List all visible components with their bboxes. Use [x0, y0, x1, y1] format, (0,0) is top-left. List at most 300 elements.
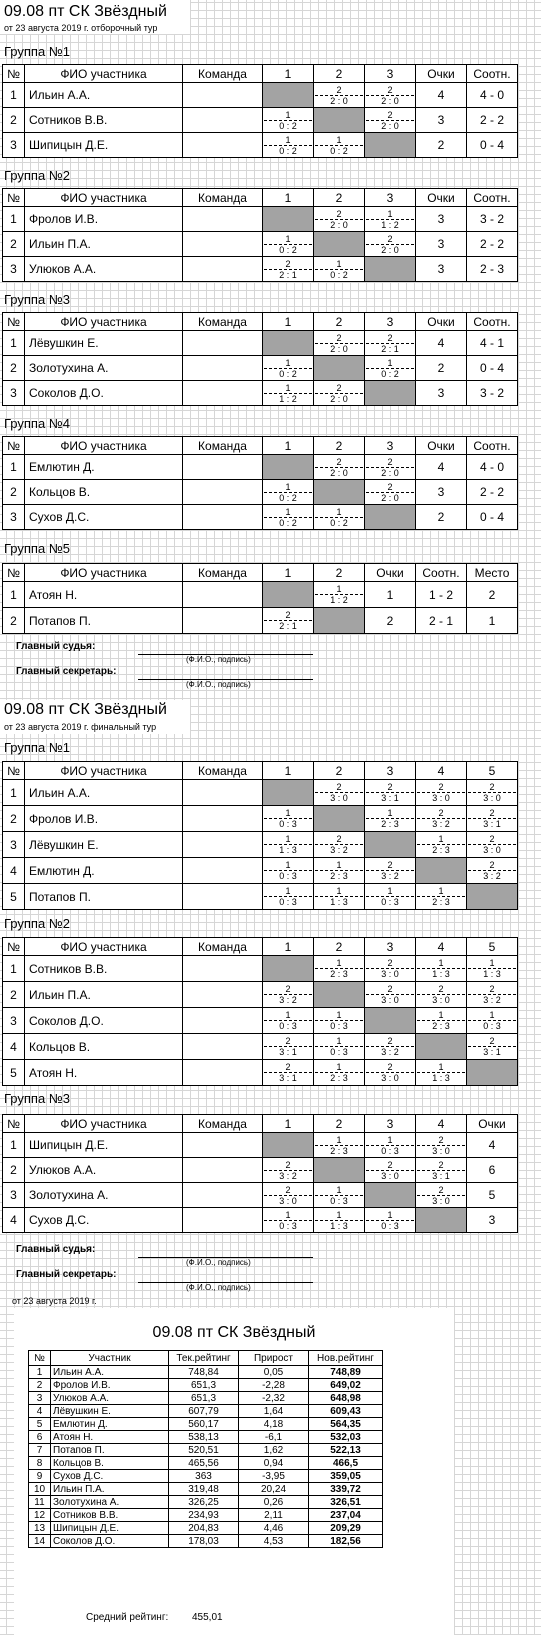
participant-name: Лёвушкин Е. — [25, 832, 183, 858]
new-rating: 532,03 — [309, 1431, 383, 1444]
match-points: 1 — [438, 1062, 444, 1072]
match-score: 2 : 1 — [264, 620, 312, 631]
table-row — [3, 1008, 518, 1034]
match-points: 1 — [285, 808, 291, 818]
match-score: 3 : 0 — [417, 994, 465, 1005]
team-cell — [183, 207, 263, 232]
match-score: 0 : 3 — [264, 896, 312, 907]
match-score: 2 : 1 — [366, 343, 414, 354]
participant-number: 4 — [3, 1034, 25, 1060]
team-cell — [183, 832, 263, 858]
rank-cell: 14 — [29, 1535, 51, 1548]
match-score: 3 : 0 — [366, 1170, 414, 1181]
rating-date: от 23 августа 2019 г. — [12, 1296, 97, 1306]
match-points: 1 — [387, 208, 393, 219]
team-cell — [183, 1158, 263, 1183]
column-header: ФИО участника — [25, 437, 183, 455]
table-row — [29, 1457, 383, 1470]
column-header: 1 — [263, 313, 314, 331]
rank-cell: 10 — [29, 1483, 51, 1496]
match-score: 3 : 2 — [468, 994, 516, 1005]
participant-name: Сотников В.В. — [25, 956, 183, 982]
match-points: 2 — [285, 1159, 291, 1170]
match-result-cell — [314, 381, 365, 406]
column-header: 2 — [314, 437, 365, 455]
match-result-cell — [263, 257, 314, 282]
match-score: 2 : 0 — [315, 467, 363, 478]
judge-label: Главный судья: — [16, 641, 96, 652]
match-points: 2 — [387, 958, 393, 968]
group-title: Группа №5 — [4, 541, 70, 556]
column-header: 4 — [416, 762, 467, 780]
new-rating: 339,72 — [309, 1483, 383, 1496]
points-cell: 4 — [416, 331, 467, 356]
match-points: 2 — [438, 782, 444, 792]
participant-name: Сотников В.В. — [51, 1509, 169, 1522]
new-rating: 466,5 — [309, 1457, 383, 1470]
match-score: 0 : 2 — [315, 269, 363, 280]
diagonal-cell — [314, 608, 365, 634]
signature-hint: (Ф.И.О., подпись) — [186, 680, 251, 689]
column-header: № — [3, 189, 25, 207]
table-row — [3, 480, 518, 505]
match-score: 0 : 2 — [264, 492, 312, 503]
current-rating: 465,56 — [169, 1457, 239, 1470]
team-cell — [183, 381, 263, 406]
match-result-cell — [416, 956, 467, 982]
match-result-cell — [263, 1034, 314, 1060]
new-rating: 359,05 — [309, 1470, 383, 1483]
participant-name: Золотухина А. — [51, 1496, 169, 1509]
participant-number: 2 — [3, 806, 25, 832]
new-rating: 564,35 — [309, 1418, 383, 1431]
match-points: 2 — [336, 782, 342, 792]
participant-number: 1 — [3, 956, 25, 982]
match-result-cell — [263, 232, 314, 257]
table-row — [3, 1060, 518, 1086]
match-points: 2 — [336, 382, 342, 393]
table-row — [29, 1379, 383, 1392]
match-result-cell — [365, 1060, 416, 1086]
table-row — [29, 1444, 383, 1457]
participant-number: 1 — [3, 780, 25, 806]
team-cell — [183, 1208, 263, 1233]
participant-number: 4 — [3, 858, 25, 884]
column-header: Соотн. — [467, 189, 518, 207]
points-cell: 3 — [416, 232, 467, 257]
match-result-cell — [365, 1034, 416, 1060]
rating-title: 09.08 пт СК Звёздный — [152, 1324, 316, 1341]
column-header: № — [3, 1115, 25, 1133]
participant-name: Соколов Д.О. — [25, 1008, 183, 1034]
match-result-cell — [263, 108, 314, 133]
table-row — [29, 1496, 383, 1509]
match-score: 0 : 2 — [264, 368, 312, 379]
points-cell: 4 — [416, 455, 467, 480]
match-score: 3 : 1 — [417, 1170, 465, 1181]
match-result-cell — [365, 480, 416, 505]
diagonal-cell — [314, 982, 365, 1008]
match-points: 1 — [285, 1010, 291, 1020]
match-result-cell — [314, 1133, 365, 1158]
rating-change: 2,11 — [239, 1509, 309, 1522]
rank-cell: 9 — [29, 1470, 51, 1483]
match-result-cell — [263, 1158, 314, 1183]
diagonal-cell — [263, 331, 314, 356]
match-score: 0 : 2 — [264, 517, 312, 528]
match-points: 1 — [489, 1010, 495, 1020]
match-result-cell — [365, 207, 416, 232]
match-points: 1 — [438, 958, 444, 968]
new-rating: 522,13 — [309, 1444, 383, 1457]
column-header: 2 — [314, 1115, 365, 1133]
match-points: 2 — [489, 808, 495, 818]
match-score: 1 : 2 — [315, 594, 363, 605]
participant-name: Ильин А.А. — [51, 1366, 169, 1379]
match-points: 2 — [489, 782, 495, 792]
match-result-cell — [365, 884, 416, 910]
column-header: Очки — [416, 189, 467, 207]
participant-name: Улюков А.А. — [25, 1158, 183, 1183]
table-row — [29, 1509, 383, 1522]
participant-name: Фролов И.В. — [25, 806, 183, 832]
team-cell — [183, 356, 263, 381]
participant-name: Атоян Н. — [25, 1060, 183, 1086]
match-score: 1 : 3 — [264, 844, 312, 855]
ratio-cell: 4 - 1 — [467, 331, 518, 356]
match-result-cell — [263, 832, 314, 858]
points-cell: 2 — [416, 356, 467, 381]
diagonal-cell — [314, 806, 365, 832]
match-result-cell — [365, 232, 416, 257]
table-row — [29, 1522, 383, 1535]
ratio-cell: 2 - 3 — [467, 257, 518, 282]
match-result-cell — [263, 480, 314, 505]
match-points: 2 — [336, 834, 342, 844]
participant-number: 2 — [3, 232, 25, 257]
match-points: 2 — [336, 456, 342, 467]
rank-cell: 6 — [29, 1431, 51, 1444]
match-result-cell — [314, 133, 365, 158]
match-points: 2 — [387, 84, 393, 95]
participant-number: 5 — [3, 1060, 25, 1086]
match-score: 0 : 3 — [315, 1195, 363, 1206]
match-points: 1 — [387, 808, 393, 818]
group-table — [2, 64, 518, 158]
match-score: 3 : 1 — [264, 1072, 312, 1083]
match-score: 3 : 0 — [468, 844, 516, 855]
current-rating: 651,3 — [169, 1379, 239, 1392]
table-row — [3, 1034, 518, 1060]
match-result-cell — [314, 1008, 365, 1034]
column-header: 1 — [263, 762, 314, 780]
column-header: 1 — [263, 65, 314, 83]
participant-name: Улюков А.А. — [51, 1392, 169, 1405]
match-result-cell — [416, 982, 467, 1008]
match-points: 1 — [438, 1010, 444, 1020]
average-rating-value: 455,01 — [192, 1612, 223, 1623]
team-cell — [183, 505, 263, 530]
match-points: 1 — [336, 886, 342, 896]
average-rating-label: Средний рейтинг: — [86, 1612, 169, 1623]
match-points: 2 — [438, 808, 444, 818]
match-points: 1 — [336, 1062, 342, 1072]
group-table — [2, 1114, 518, 1233]
ratio-cell: 2 - 2 — [467, 480, 518, 505]
secretary-label: Главный секретарь: — [16, 1269, 117, 1280]
column-header: 2 — [314, 762, 365, 780]
rank-cell: 3 — [29, 1392, 51, 1405]
points-cell: 1 — [365, 582, 416, 608]
column-header: ФИО участника — [25, 938, 183, 956]
match-result-cell — [416, 1133, 467, 1158]
place-cell: 1 — [467, 608, 518, 634]
match-points: 1 — [285, 109, 291, 120]
ratio-cell: 1 - 2 — [416, 582, 467, 608]
column-header: Команда — [183, 313, 263, 331]
match-score: 1 : 3 — [468, 968, 516, 979]
match-result-cell — [314, 1060, 365, 1086]
points-cell: 6 — [467, 1158, 518, 1183]
participant-name: Емлютин Д. — [25, 858, 183, 884]
participant-name: Сухов Д.С. — [51, 1470, 169, 1483]
diagonal-cell — [467, 1060, 518, 1086]
rank-cell: 4 — [29, 1405, 51, 1418]
rating-panel — [14, 1308, 454, 1635]
table-row — [3, 780, 518, 806]
match-result-cell — [365, 956, 416, 982]
current-rating: 651,3 — [169, 1392, 239, 1405]
match-score: 3 : 2 — [468, 870, 516, 881]
group-title: Группа №2 — [4, 168, 70, 183]
match-score: 3 : 1 — [468, 818, 516, 829]
rank-cell: 13 — [29, 1522, 51, 1535]
match-points: 1 — [336, 134, 342, 145]
column-header: ФИО участника — [25, 65, 183, 83]
participant-number: 1 — [3, 455, 25, 480]
match-score: 3 : 0 — [417, 1195, 465, 1206]
rating-change: 1,64 — [239, 1405, 309, 1418]
participant-number: 5 — [3, 884, 25, 910]
table-row — [29, 1431, 383, 1444]
match-score: 2 : 0 — [315, 343, 363, 354]
table-row — [3, 83, 518, 108]
diagonal-cell — [416, 858, 467, 884]
team-cell — [183, 982, 263, 1008]
team-cell — [183, 582, 263, 608]
match-result-cell — [365, 858, 416, 884]
match-score: 0 : 3 — [264, 1220, 312, 1231]
match-score: 3 : 2 — [264, 994, 312, 1005]
match-score: 0 : 3 — [264, 818, 312, 829]
match-points: 1 — [438, 834, 444, 844]
match-score: 1 : 3 — [315, 1220, 363, 1231]
group-table — [2, 937, 518, 1086]
participant-name: Шипицын Д.Е. — [25, 1133, 183, 1158]
match-score: 2 : 3 — [315, 1072, 363, 1083]
participant-name: Золотухина А. — [25, 356, 183, 381]
table-row — [3, 582, 518, 608]
rating-change: 0,05 — [239, 1366, 309, 1379]
team-cell — [183, 608, 263, 634]
match-points: 2 — [387, 456, 393, 467]
column-header: Очки — [467, 1115, 518, 1133]
match-result-cell — [263, 608, 314, 634]
match-result-cell — [467, 1034, 518, 1060]
new-rating: 182,56 — [309, 1535, 383, 1548]
match-result-cell — [314, 582, 365, 608]
match-points: 2 — [387, 109, 393, 120]
match-score: 2 : 0 — [366, 120, 414, 131]
match-score: 0 : 3 — [468, 1020, 516, 1031]
column-header: 2 — [314, 65, 365, 83]
new-rating: 326,51 — [309, 1496, 383, 1509]
match-points: 1 — [285, 506, 291, 517]
ratio-cell: 4 - 0 — [467, 83, 518, 108]
match-result-cell — [263, 1008, 314, 1034]
diagonal-cell — [416, 1208, 467, 1233]
participant-number: 2 — [3, 480, 25, 505]
current-rating: 363 — [169, 1470, 239, 1483]
match-result-cell — [314, 207, 365, 232]
rating-change: 1,62 — [239, 1444, 309, 1457]
column-header: 3 — [365, 313, 416, 331]
column-header: Команда — [183, 437, 263, 455]
match-result-cell — [416, 1060, 467, 1086]
participant-name: Шипицын Д.Е. — [51, 1522, 169, 1535]
group-table — [2, 312, 518, 406]
diagonal-cell — [467, 884, 518, 910]
participant-name: Атоян Н. — [25, 582, 183, 608]
team-cell — [183, 884, 263, 910]
signature-hint: (Ф.И.О., подпись) — [186, 655, 251, 664]
match-score: 2 : 3 — [315, 968, 363, 979]
diagonal-cell — [365, 257, 416, 282]
new-rating: 748,89 — [309, 1366, 383, 1379]
rating-table — [28, 1350, 383, 1548]
match-score: 0 : 2 — [264, 145, 312, 156]
match-result-cell — [263, 1208, 314, 1233]
table-row — [3, 608, 518, 634]
column-header: ФИО участника — [25, 762, 183, 780]
team-cell — [183, 257, 263, 282]
new-rating: 237,04 — [309, 1509, 383, 1522]
current-rating: 234,93 — [169, 1509, 239, 1522]
table-row — [3, 108, 518, 133]
team-cell — [183, 331, 263, 356]
match-result-cell — [416, 806, 467, 832]
participant-name: Емлютин Д. — [51, 1418, 169, 1431]
match-points: 2 — [387, 481, 393, 492]
match-points: 2 — [489, 860, 495, 870]
match-points: 2 — [387, 782, 393, 792]
participant-name: Ильин П.А. — [51, 1483, 169, 1496]
participant-number: 2 — [3, 108, 25, 133]
ratio-cell: 4 - 0 — [467, 455, 518, 480]
match-score: 3 : 2 — [315, 844, 363, 855]
rank-cell: 11 — [29, 1496, 51, 1509]
current-rating: 607,79 — [169, 1405, 239, 1418]
participant-name: Золотухина А. — [25, 1183, 183, 1208]
rating-change: 20,24 — [239, 1483, 309, 1496]
match-score: 0 : 3 — [315, 1046, 363, 1057]
column-header: 4 — [416, 938, 467, 956]
column-header: Соотн. — [416, 564, 467, 582]
match-points: 1 — [387, 357, 393, 368]
diagonal-cell — [365, 133, 416, 158]
match-result-cell — [416, 832, 467, 858]
participant-number: 2 — [3, 1158, 25, 1183]
match-points: 1 — [336, 1010, 342, 1020]
participant-name: Шипицын Д.Е. — [25, 133, 183, 158]
column-header: 3 — [365, 437, 416, 455]
match-result-cell — [314, 505, 365, 530]
match-score: 0 : 2 — [264, 244, 312, 255]
column-header: Команда — [183, 189, 263, 207]
points-cell: 3 — [467, 1208, 518, 1233]
current-rating: 319,48 — [169, 1483, 239, 1496]
diagonal-cell — [263, 1133, 314, 1158]
match-points: 2 — [336, 208, 342, 219]
match-result-cell — [263, 858, 314, 884]
group-title: Группа №2 — [4, 916, 70, 931]
points-cell: 3 — [416, 257, 467, 282]
diagonal-cell — [263, 956, 314, 982]
column-header: Очки — [416, 65, 467, 83]
match-points: 1 — [336, 584, 342, 594]
match-result-cell — [314, 83, 365, 108]
ratio-cell: 3 - 2 — [467, 207, 518, 232]
team-cell — [183, 806, 263, 832]
team-cell — [183, 1060, 263, 1086]
match-points: 2 — [387, 332, 393, 343]
match-result-cell — [365, 108, 416, 133]
column-header: Команда — [183, 1115, 263, 1133]
match-score: 3 : 0 — [315, 792, 363, 803]
column-header: Нов.рейтинг — [309, 1351, 383, 1366]
match-points: 2 — [285, 258, 291, 269]
column-header: 1 — [263, 437, 314, 455]
ratio-cell: 0 - 4 — [467, 356, 518, 381]
rank-cell: 12 — [29, 1509, 51, 1522]
match-points: 1 — [285, 382, 291, 393]
match-score: 3 : 2 — [417, 818, 465, 829]
team-cell — [183, 1034, 263, 1060]
points-cell: 2 — [365, 608, 416, 634]
team-cell — [183, 1183, 263, 1208]
participant-name: Кольцов В. — [51, 1457, 169, 1470]
table-row — [3, 207, 518, 232]
table-row — [29, 1366, 383, 1379]
rating-change: 0,26 — [239, 1496, 309, 1509]
participant-number: 3 — [3, 505, 25, 530]
participant-number: 1 — [3, 83, 25, 108]
match-points: 2 — [387, 1036, 393, 1046]
participant-name: Сотников В.В. — [25, 108, 183, 133]
match-score: 1 : 3 — [315, 896, 363, 907]
match-result-cell — [467, 956, 518, 982]
match-score: 2 : 0 — [366, 244, 414, 255]
points-cell: 3 — [416, 207, 467, 232]
column-header: ФИО участника — [25, 313, 183, 331]
diagonal-cell — [365, 505, 416, 530]
team-cell — [183, 1133, 263, 1158]
match-points: 1 — [285, 134, 291, 145]
participant-number: 3 — [3, 832, 25, 858]
column-header: ФИО участника — [25, 1115, 183, 1133]
match-result-cell — [263, 133, 314, 158]
points-cell: 3 — [416, 480, 467, 505]
